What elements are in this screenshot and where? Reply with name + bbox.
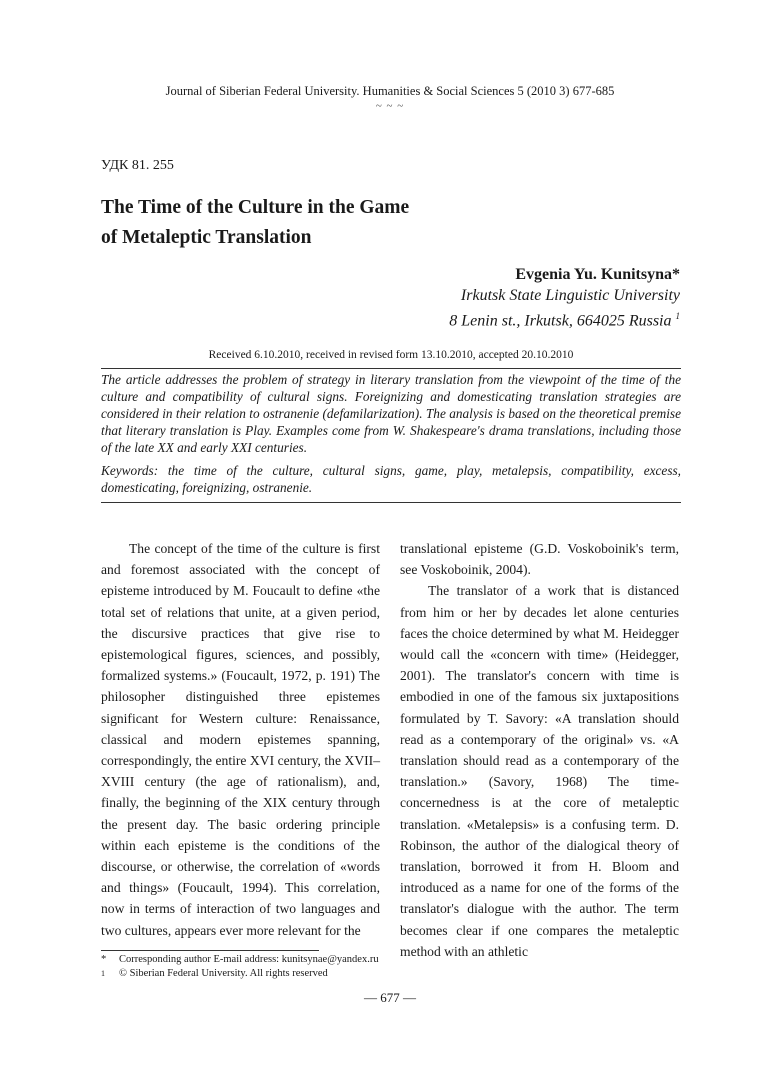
body-paragraph: The translator of a work that is distanced from him or her by decades let alone centuries faces the choice determined by what M. Heidegger would call the «concern with time» (Heidegger, 2001). The translator's concern with time is embodied in one of the famous six juxtapositions formulated by T. Savory: «A translation should read as a contemporary of the original» vs. «A translation should read as a contemporary of the translation.» (Savory, 1968) The time-concernedness is at the core of metaleptic translation. «Metalepsis» is a confusing term. D. Robinson, the author of the dialogical theory of translation, borrowed it from H. Bloom and introduced as a name for one of the forms of the translator's dialogue with the author. The term becomes clear if one compares the metaleptic method with an athletic: [400, 583, 679, 959]
article-title: [101, 193, 521, 253]
abstract: The article addresses the problem of strategy in literary translation from the viewpoint of the time of the culture and compatibility of cultural signs. Foreignizing and domesticating translation strategies are considered in their relation to ostranenie (defamilarization). The analysis is based on the theoretical premise that literary translation is Play. Examples come from W. Shakespeare's drama translations, including those of the late XX and early XXI centuries.: [101, 372, 681, 455]
author-name: Evgenia Yu. Kunitsyna*: [515, 266, 680, 283]
body-paragraph: The concept of the time of the culture is first and foremost associated with the concept of episteme introduced by M. Foucault to define «the total set of relations that unite, at a given period, the discursive practices that give rise to epistemological figures, sciences, and possibly, formalized systems.» (Foucault, 1972, p. 191) The philosopher distinguished three epistemes significant for Western culture: Renaissance, classical and modern epistemes spanning, correspondingly, the entire XVI century, the XVII–XVIII century (the age of rationalism), and, finally, the beginning of the XIX century through the present day. The basic ordering principle within each episteme is the conditions of the discourse, or otherwise, the correlation of «words and things» (Foucault, 1994). This correlation, now in terms of interaction of two languages and two cultures, appears ever more relevant for the: [101, 541, 380, 938]
abstract-bottom-rule: [101, 502, 681, 503]
footnote: [101, 953, 379, 967]
received-dates: Received 6.10.2010, received in revised form 13.10.2010, accepted 20.10.2010: [208, 349, 574, 361]
author-address: [449, 306, 680, 331]
title-line-2: of Metaleptic Translation: [101, 227, 312, 248]
author-block: [449, 264, 680, 331]
author-address-text: 8 Lenin st., Irkutsk, 664025 Russia: [449, 312, 672, 330]
udc-code: УДК 81. 255: [101, 158, 174, 173]
body-paragraph-continued: translational episteme (G.D. Voskoboinik's term, see Voskoboinik, 2004).: [400, 541, 679, 578]
footnote-mark: 1: [101, 969, 105, 978]
body-column-right: [400, 538, 679, 962]
title-line-1: The Time of the Culture in the Game: [101, 197, 410, 218]
footnote-mark: *: [101, 954, 107, 965]
journal-header: Journal of Siberian Federal University. Humanities & Social Sciences 5 (2010 3) 677-685: [165, 84, 615, 98]
footnote: [101, 967, 328, 981]
body-column-left: [101, 538, 380, 941]
footnote-rule: [101, 950, 319, 951]
footnote-text: Corresponding author E-mail address: kunitsynae@yandex.ru: [119, 954, 379, 965]
keywords: Keywords: the time of the culture, cultural signs, game, play, metalepsis, compatibility, excess, domesticating, foreignizing, ostranenie.: [101, 463, 681, 495]
page-number: — 677 —: [364, 990, 416, 1005]
abstract-top-rule: [101, 368, 681, 369]
author-affiliation: Irkutsk State Linguistic University: [460, 287, 680, 304]
footnote-text: © Siberian Federal University. All rights reserved: [119, 968, 328, 979]
author-address-mark: 1: [675, 311, 680, 321]
header-ornament: ~ ~ ~: [375, 100, 405, 112]
